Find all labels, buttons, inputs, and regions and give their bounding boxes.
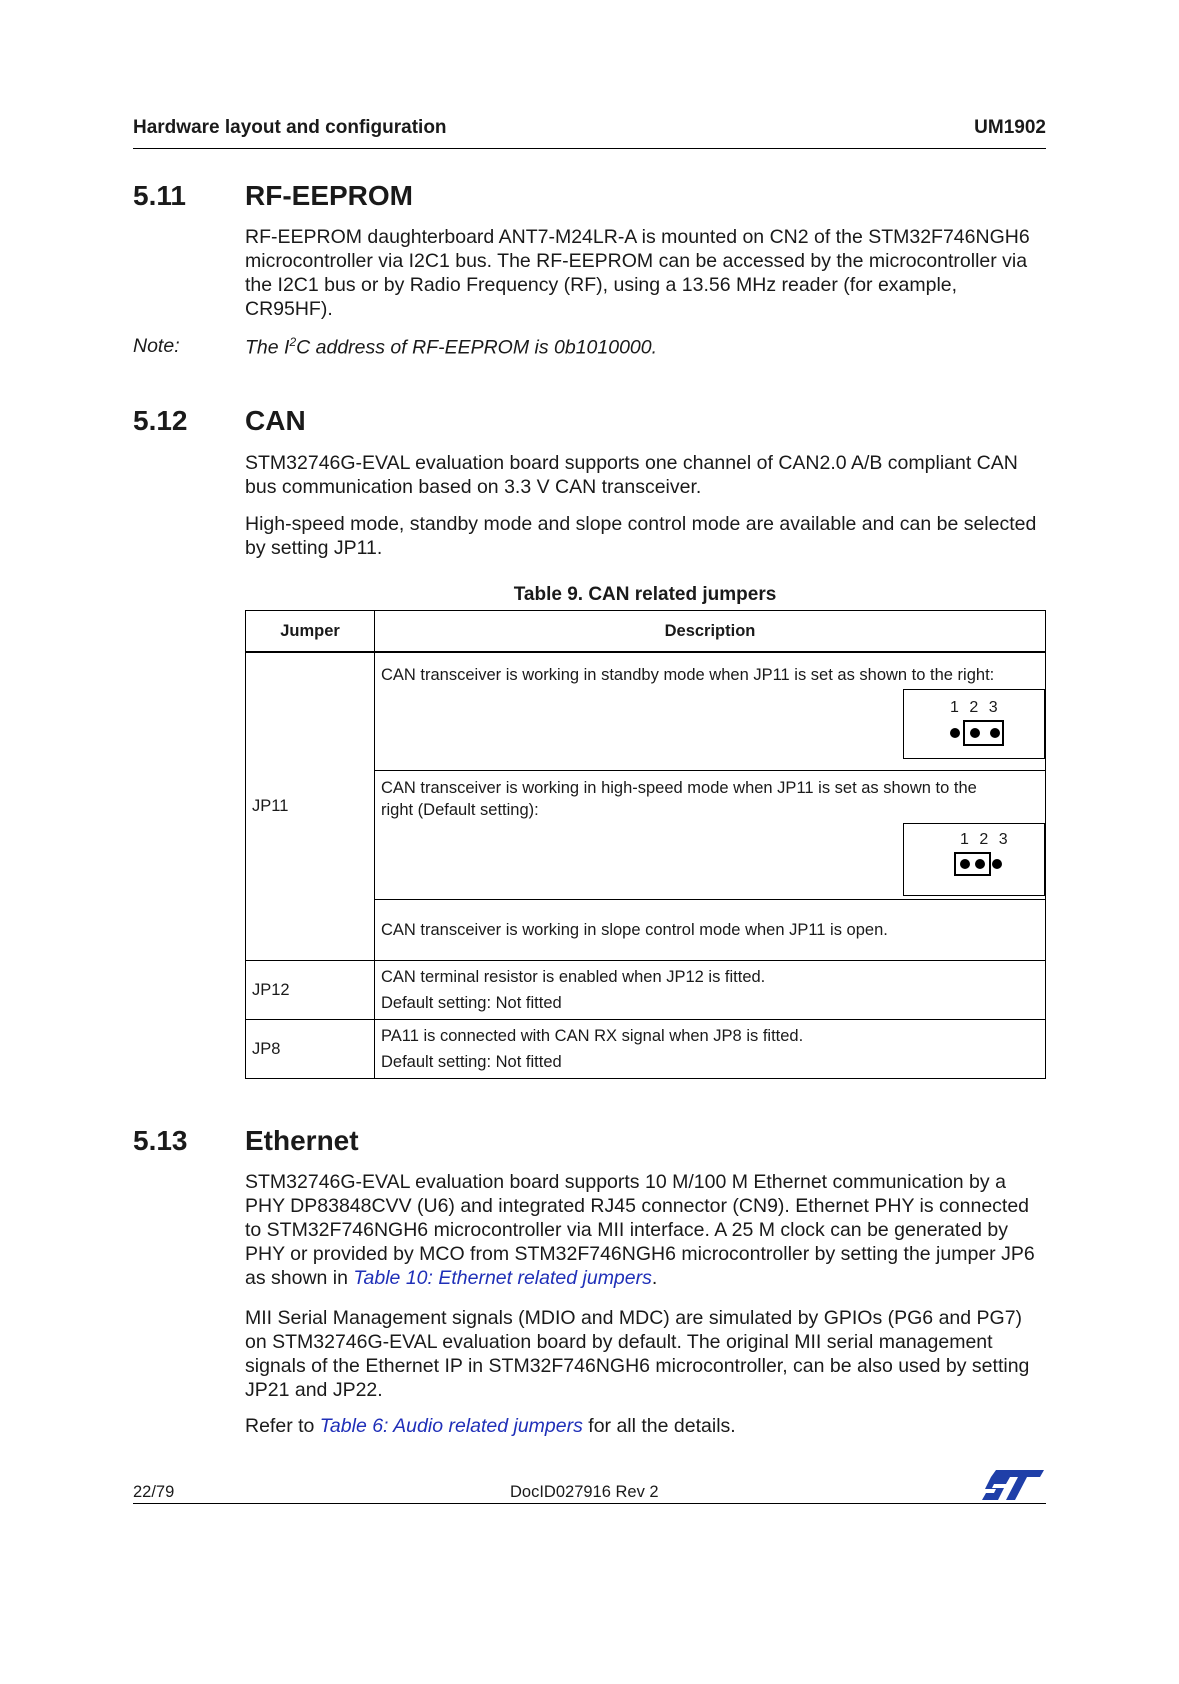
section-title: RF-EEPROM xyxy=(245,180,413,211)
table-6-link[interactable]: Table 6: Audio related jumpers xyxy=(319,1415,583,1437)
note-text: The $I^2C$ address of RF-EEPROM is 0b1010000. xyxy=(245,335,658,359)
can-paragraph-2: High-speed mode, standby mode and slope control mode are available and can be selected by setting JP11. xyxy=(245,513,1037,559)
page-number: 22/79 xyxy=(133,1483,175,1501)
table-caption: Table 9. CAN related jumpers xyxy=(513,584,777,605)
st-logo-icon xyxy=(982,1468,1046,1502)
footer-rule xyxy=(133,1503,1046,1504)
column-header-jumper: Jumper xyxy=(246,611,375,653)
running-header-title: Hardware layout and configuration xyxy=(133,117,447,138)
section-number: 5.13 xyxy=(133,1125,188,1156)
table-row xyxy=(246,961,1046,1020)
note-label: Note: xyxy=(133,335,180,357)
jumper-diagram-standby: 1 2 3 xyxy=(903,689,1045,759)
ethernet-paragraph-2: MII Serial Management signals (MDIO and MDC) are simulated by GPIOs (PG6 and PG7) on STM32746G-EVAL evaluation board by default. The original MII serial management signals of the Ethernet IP in STM32F746NGH6 microcontroller, can be also used by setting JP21 and JP22. xyxy=(245,1307,1030,1401)
jumper-cell: JP11 xyxy=(246,652,375,961)
description-cell: CAN transceiver is working in slope control mode when JP11 is open. xyxy=(375,900,1046,961)
header-rule xyxy=(133,148,1046,149)
jumper-cell: JP8 xyxy=(246,1020,375,1079)
rf-eeprom-paragraph: RF-EEPROM daughterboard ANT7-M24LR-A is mounted on CN2 of the STM32F746NGH6 microcontroller via I2C1 bus. The RF-EEPROM can be accessed by the microcontroller via the I2C1 bus or by Radio Frequency (RF), using a 13.56 MHz reader (for example, CR95HF). xyxy=(245,226,1030,320)
section-title: CAN xyxy=(245,405,306,436)
jumper-diagram-high-speed: 1 2 3 xyxy=(903,823,1045,896)
section-number: 5.11 xyxy=(133,180,186,211)
doc-id: DocID027916 Rev 2 xyxy=(510,1483,659,1501)
can-paragraph-1: STM32746G-EVAL evaluation board supports one channel of CAN2.0 A/B compliant CAN bus communication based on 3.3 V CAN transceiver. xyxy=(245,452,1018,498)
document-code: UM1902 xyxy=(974,117,1046,138)
can-jumpers-table xyxy=(245,610,1046,1079)
section-number: 5.12 xyxy=(133,405,188,436)
table-row xyxy=(246,1020,1046,1079)
description-cell: CAN terminal resistor is enabled when JP12 is fitted. Default setting: Not fitted xyxy=(375,961,1046,1020)
jumper-cell: JP12 xyxy=(246,961,375,1020)
ethernet-paragraph-1: STM32746G-EVAL evaluation board supports 10 M/100 M Ethernet communication by a PHY DP83848CVV (U6) and integrated RJ45 connector (CN9). Ethernet PHY is connected to STM32F746NGH6 microcontroller via MII interface. A 25 M clock can be generated by PHY or provided by MCO from STM32F746NGH6 microcontroller by setting the jumper JP6 as shown in Table 10: Ethernet related jumpers. xyxy=(245,1171,1035,1289)
table-10-link[interactable]: Table 10: Ethernet related jumpers xyxy=(353,1267,652,1289)
description-cell: CAN transceiver is working in high-speed mode when JP11 is set as shown to the right (Default setting): 1 2 3 xyxy=(375,771,1046,900)
description-cell: CAN transceiver is working in standby mode when JP11 is set as shown to the right: 1 2 3 xyxy=(375,652,1046,771)
column-header-description: Description xyxy=(375,611,1046,653)
section-title: Ethernet xyxy=(245,1125,359,1156)
ethernet-paragraph-3: Refer to Table 6: Audio related jumpers for all the details. xyxy=(245,1415,736,1437)
description-cell: PA11 is connected with CAN RX signal when JP8 is fitted. Default setting: Not fitted xyxy=(375,1020,1046,1079)
table-row xyxy=(246,652,1046,771)
